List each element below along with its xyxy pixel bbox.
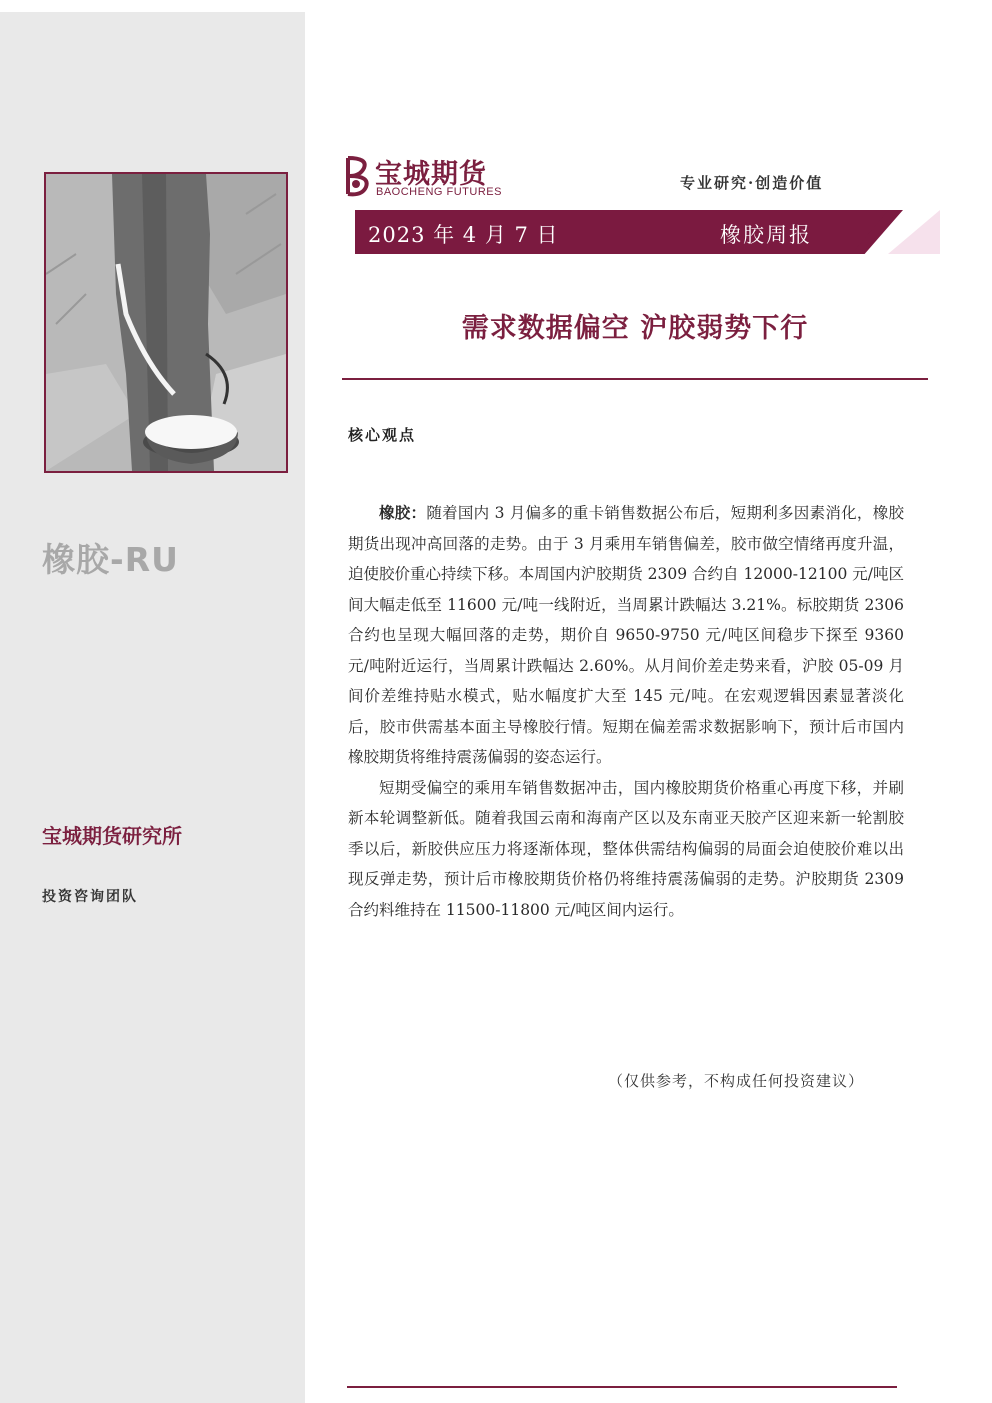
- institute-name: 宝城期货研究所: [42, 824, 182, 848]
- report-body: [348, 498, 904, 925]
- section-heading: 核心观点: [348, 426, 417, 444]
- sidebar: [0, 12, 305, 1403]
- team-name: 投资咨询团队: [42, 889, 138, 905]
- paragraph-1-text: 随着国内 3 月偏多的重卡销售数据公布后，短期利多因素消化，橡胶期货出现冲高回落的走势。由于 3 月乘用车销售偏差，胶市做空情绪再度升温，迫使胶价重心持续下移。本周国内沪胶期货 2309 合约自 12000-12100 元/吨区间大幅走低至 11600 元/吨一线附近，当周累计跌幅达 3.21%。标胶期货 2306 合约也呈现大幅回落的走势，期价自 9650-9750 元/吨区间稳步下探至 9360 元/吨附近运行，当周累计跌幅达 2.60%。从月间价差走势来看，沪胶 05-09 月间价差维持贴水模式，贴水幅度扩大至 145 元/吨。在宏观逻辑因素显著淡化后，胶市供需基本面主导橡胶行情。短期在偏差需求数据影响下，预计后市国内橡胶期货将维持震荡偏弱的姿态运行。: [348, 504, 904, 766]
- report-title: 需求数据偏空 沪胶弱势下行: [461, 313, 809, 344]
- paragraph-2: 短期受偏空的乘用车销售数据冲击，国内橡胶期货价格重心再度下移，并刷新本轮调整新低。随着我国云南和海南产区以及东南亚天胶产区迎来新一轮割胶季以后，新胶供应压力将逐渐体现，整体供需结构偏弱的局面会迫使胶价难以出现反弹走势，预计后市橡胶期货价格仍将维持震荡偏弱的走势。沪胶期货 2309 合约料维持在 11500-11800 元/吨区间内运行。: [348, 778, 904, 919]
- footer-divider: [347, 1386, 897, 1388]
- logo-chinese: 宝城期货: [375, 159, 487, 190]
- product-code: 橡胶-RU: [42, 540, 179, 579]
- rubber-tree-icon: [46, 174, 286, 471]
- disclaimer: （仅供参考，不构成任何投资建议）: [608, 1072, 865, 1090]
- logo-english: BAOCHENG FUTURES: [376, 186, 502, 198]
- title-divider: [342, 378, 928, 380]
- paragraph-1: [348, 498, 904, 773]
- company-logo: [342, 152, 542, 202]
- paragraph-lead: 橡胶：: [379, 503, 427, 522]
- report-type: 橡胶周报: [720, 223, 812, 247]
- slogan: 专业研究·创造价值: [680, 174, 824, 192]
- report-date: 2023 年 4 月 7 日: [368, 223, 559, 247]
- rubber-tree-photo: [44, 172, 288, 473]
- baocheng-logo-icon: [342, 154, 372, 198]
